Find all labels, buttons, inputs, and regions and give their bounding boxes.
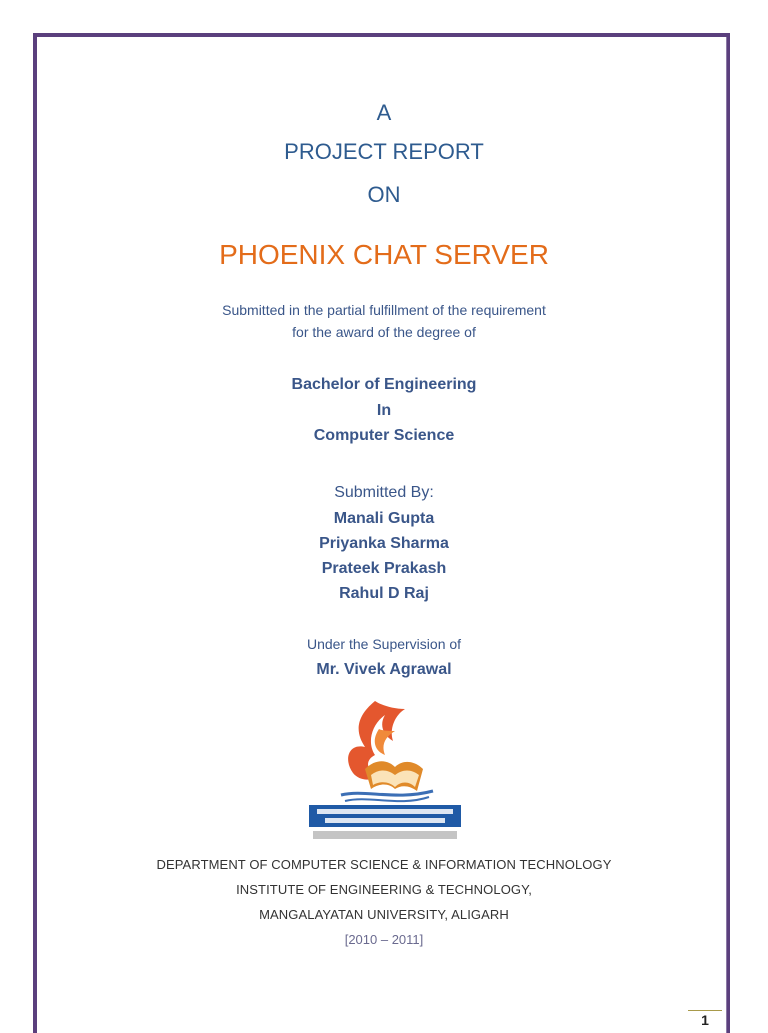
degree: Bachelor of Engineering bbox=[291, 376, 477, 393]
heading-a: A bbox=[376, 100, 392, 125]
heading-project-report: PROJECT REPORT bbox=[284, 139, 484, 164]
submitted-by: Submitted By: bbox=[334, 484, 434, 501]
degree-in: In bbox=[376, 402, 392, 419]
student-name: Priyanka Sharma bbox=[319, 535, 449, 552]
supervision-label: Under the Supervision of bbox=[306, 636, 462, 652]
submitted-line-1: Submitted in the partial fulfillment of the requirement bbox=[222, 302, 546, 318]
project-title: PHOENIX CHAT SERVER bbox=[219, 239, 549, 270]
student-name: Prateek Prakash bbox=[321, 560, 447, 577]
supervisor-name: Mr. Vivek Agrawal bbox=[316, 661, 452, 678]
institute: INSTITUTE OF ENGINEERING & TECHNOLOGY, bbox=[236, 882, 532, 897]
department: DEPARTMENT OF COMPUTER SCIENCE & INFORMATION TECHNOLOGY bbox=[156, 857, 612, 872]
university: MANGALAYATAN UNIVERSITY, ALIGARH bbox=[259, 907, 509, 922]
university-emblem-icon bbox=[305, 695, 465, 843]
heading-on: ON bbox=[367, 182, 401, 207]
field: Computer Science bbox=[313, 427, 455, 444]
page-number: 1 bbox=[688, 1010, 722, 1025]
student-name: Manali Gupta bbox=[333, 510, 435, 527]
student-name: Rahul D Raj bbox=[339, 585, 429, 602]
submitted-line-2: for the award of the degree of bbox=[292, 324, 476, 340]
academic-years: [2010 – 2011] bbox=[344, 932, 424, 947]
